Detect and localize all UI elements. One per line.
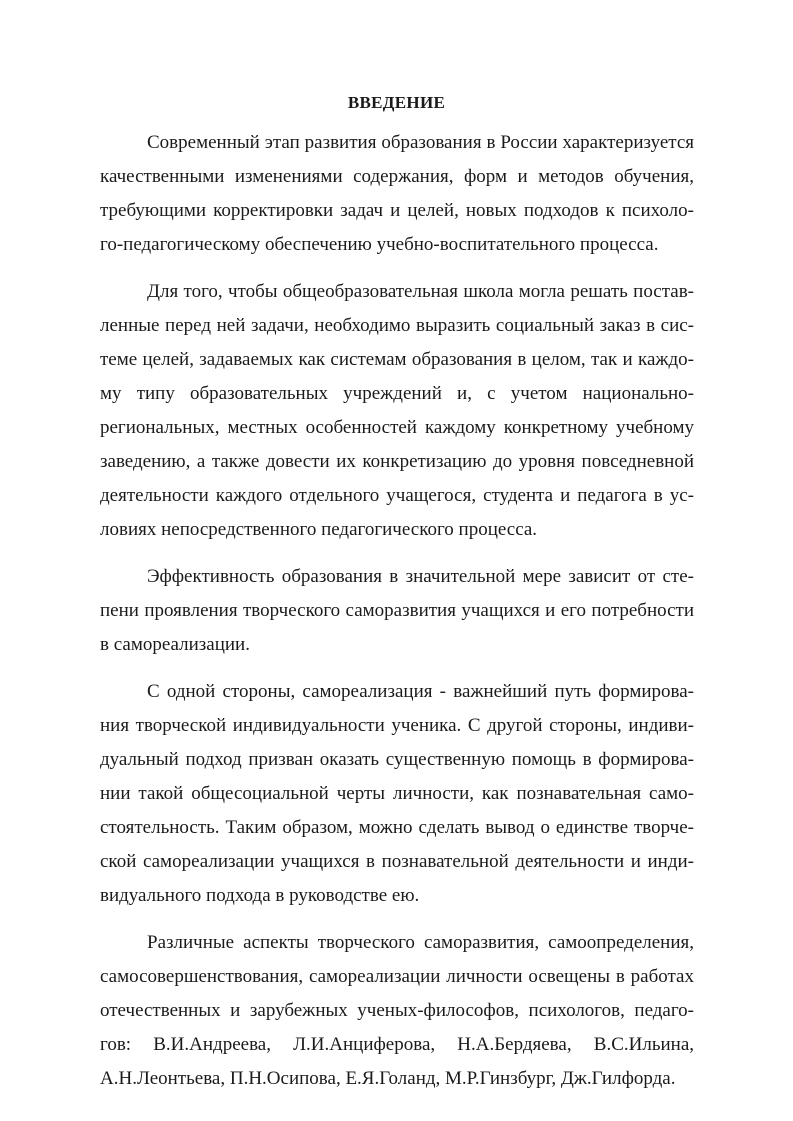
- text-line: региональных, местных особенностей каждому конкретному учебному: [100, 417, 694, 438]
- text-line: дуальный подход призван оказать существенную помощь в формирова-: [100, 749, 694, 770]
- text-line: го-педагогическому обеспечению учебно-воспитательного процесса.: [100, 234, 659, 255]
- text-line: му типу образовательных учреждений и, с учетом национально-: [100, 383, 694, 404]
- text-line: гов: В.И.Андреева, Л.И.Анциферова, Н.А.Бердяева, В.С.Ильина,: [100, 1034, 694, 1055]
- paragraph: [100, 126, 694, 262]
- paragraph-gap: [100, 913, 694, 926]
- paragraph-gap: [100, 262, 694, 275]
- text-line: качественными изменениями содержания, форм и методов обучения,: [100, 166, 694, 187]
- text-line: самосовершенствования, самореализации личности освещены в работах: [100, 966, 694, 987]
- text-line: Различные аспекты творческого саморазвития, самоопределения,: [147, 932, 694, 953]
- text-line: Для того, чтобы общеобразовательная школа могла решать постав-: [147, 281, 694, 302]
- text-line: ской самореализации учащихся в познавательной деятельности и инди-: [100, 851, 694, 872]
- text-line: Эффективность образования в значительной мере зависит от сте-: [147, 566, 694, 587]
- text-line: пени проявления творческого саморазвития учащихся и его потребности: [100, 600, 694, 621]
- paragraph-gap: [100, 662, 694, 675]
- text-line: теме целей, задаваемых как системам образования в целом, так и каждо-: [100, 349, 694, 370]
- text-line: ния творческой индивидуальности ученика. С другой стороны, индиви-: [100, 715, 694, 736]
- text-line: заведению, а также довести их конкретизацию до уровня повседневной: [100, 451, 694, 472]
- document-body: [100, 126, 694, 1096]
- text-line: ленные перед ней задачи, необходимо выразить социальный заказ в сис-: [100, 315, 694, 336]
- paragraph: [100, 560, 694, 662]
- paragraph: [100, 675, 694, 913]
- paragraph: [100, 275, 694, 547]
- text-line: С одной стороны, самореализация - важнейший путь формирова-: [147, 681, 694, 702]
- text-line: видуального подхода в руководстве ею.: [100, 885, 420, 906]
- text-line: в самореализации.: [100, 634, 250, 655]
- text-line: стоятельность. Таким образом, можно сделать вывод о единстве творче-: [100, 817, 694, 838]
- text-line: требующими корректировки задач и целей, новых подходов к психоло-: [100, 200, 694, 221]
- text-line: нии такой общесоциальной черты личности, как познавательная само-: [100, 783, 694, 804]
- text-line: А.Н.Леонтьева, П.Н.Осипова, Е.Я.Голанд, М.Р.Гинзбург, Дж.Гилфорда.: [100, 1068, 676, 1089]
- text-line: Современный этап развития образования в России характеризуется: [147, 132, 694, 153]
- paragraph: [100, 926, 694, 1096]
- paragraph-gap: [100, 547, 694, 560]
- text-line: отечественных и зарубежных ученых-философов, психологов, педаго-: [100, 1000, 694, 1021]
- text-line: деятельности каждого отдельного учащегося, студента и педагога в ус-: [100, 485, 694, 506]
- text-line: ловиях непосредственного педагогического процесса.: [100, 519, 538, 540]
- page-title: ВВЕДЕНИЕ: [347, 93, 446, 112]
